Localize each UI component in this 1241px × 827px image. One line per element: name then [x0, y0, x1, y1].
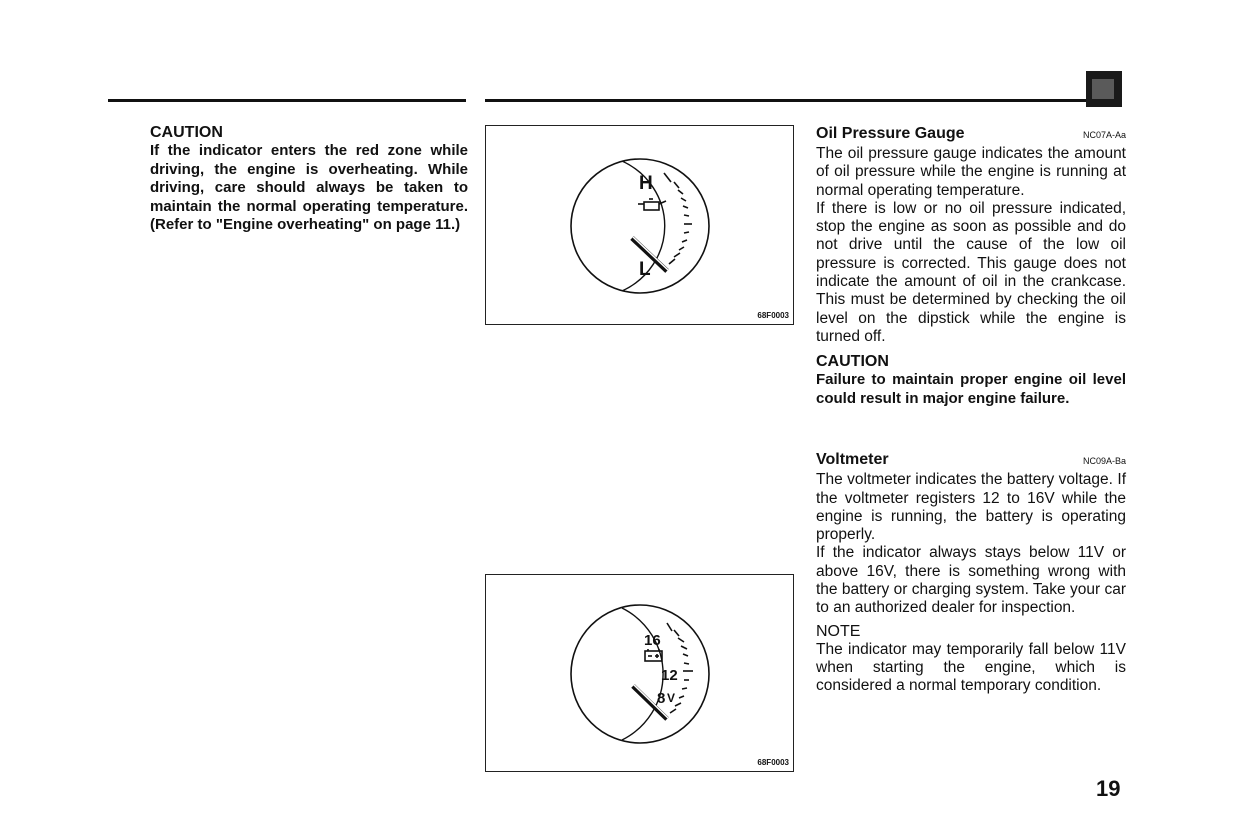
- left-caution-heading: CAUTION: [150, 124, 223, 141]
- oil-section-code: NC07A-Aa: [1082, 130, 1126, 140]
- voltmeter-v-label: V: [667, 691, 676, 705]
- oil-caution-body: Failure to maintain proper engine oil level could result in major engine failure.: [816, 371, 1126, 407]
- oil-gauge-high-label: H: [639, 173, 653, 194]
- left-caution-body: If the indicator enters the red zone while driving, the engine is overheating. While driving, care should always be taken to maintain the normal operating temperature. (Refer to "Engine overheating" on page 11.): [150, 142, 468, 233]
- oil-gauge-illustration: [486, 126, 793, 324]
- volt-para-1: The voltmeter indicates the battery voltage. If the voltmeter registers 12 to 16V while the engine is running, the battery is operating properly.: [816, 471, 1126, 544]
- battery-icon: [645, 649, 662, 661]
- voltmeter-8-label: 8: [657, 690, 666, 707]
- volt-note-body: The indicator may temporarily fall below 11V when starting the engine, which is considered a normal temporary condition.: [816, 640, 1126, 695]
- oil-para-1: The oil pressure gauge indicates the amount of oil pressure while the engine is running at normal operating temperature.: [816, 145, 1126, 199]
- right-column: [816, 124, 1126, 696]
- oil-gauge-ticks: [664, 173, 692, 264]
- header-rule-right: [485, 99, 1098, 102]
- page-number: 19: [1096, 776, 1121, 801]
- voltmeter-figure-code: 68F0003: [757, 758, 789, 767]
- oil-section-title: Oil Pressure Gauge: [816, 125, 965, 142]
- oil-caution-heading: CAUTION: [816, 353, 889, 371]
- volt-para-2: If the indicator always stays below 11V or above 16V, there is something wrong with the battery or charging system. Take your car to an authorized dealer for inspection.: [816, 544, 1126, 617]
- volt-section-title: Voltmeter: [816, 451, 889, 469]
- oil-pressure-section: [816, 124, 1126, 408]
- voltmeter-16-label: 16: [644, 632, 661, 649]
- voltmeter-illustration: [486, 575, 793, 771]
- oil-pressure-gauge-figure: [485, 125, 794, 325]
- section-tab-marker: [1086, 71, 1122, 107]
- oil-figure-code: 68F0003: [757, 311, 789, 320]
- volt-section-code: NC09A-Ba: [1082, 456, 1126, 467]
- voltmeter-12-label: 12: [661, 667, 678, 684]
- oil-para-2: If there is low or no oil pressure indicated, stop the engine as soon as possible and do not drive until the cause of the low oil pressure is corrected. This gauge does not indicate the amount of oil in the crankcase. This must be determined by checking the oil level on the dipstick while the engine is turned off.: [816, 199, 1126, 345]
- volt-section-header: [816, 450, 1126, 471]
- volt-note-heading: NOTE: [816, 622, 861, 640]
- voltmeter-figure: [485, 574, 794, 772]
- left-caution-block: [150, 123, 468, 235]
- voltmeter-section: [816, 450, 1126, 695]
- oil-gauge-low-label: L: [639, 259, 651, 280]
- oil-section-header: [816, 124, 1126, 145]
- header-rule-left: [108, 99, 466, 102]
